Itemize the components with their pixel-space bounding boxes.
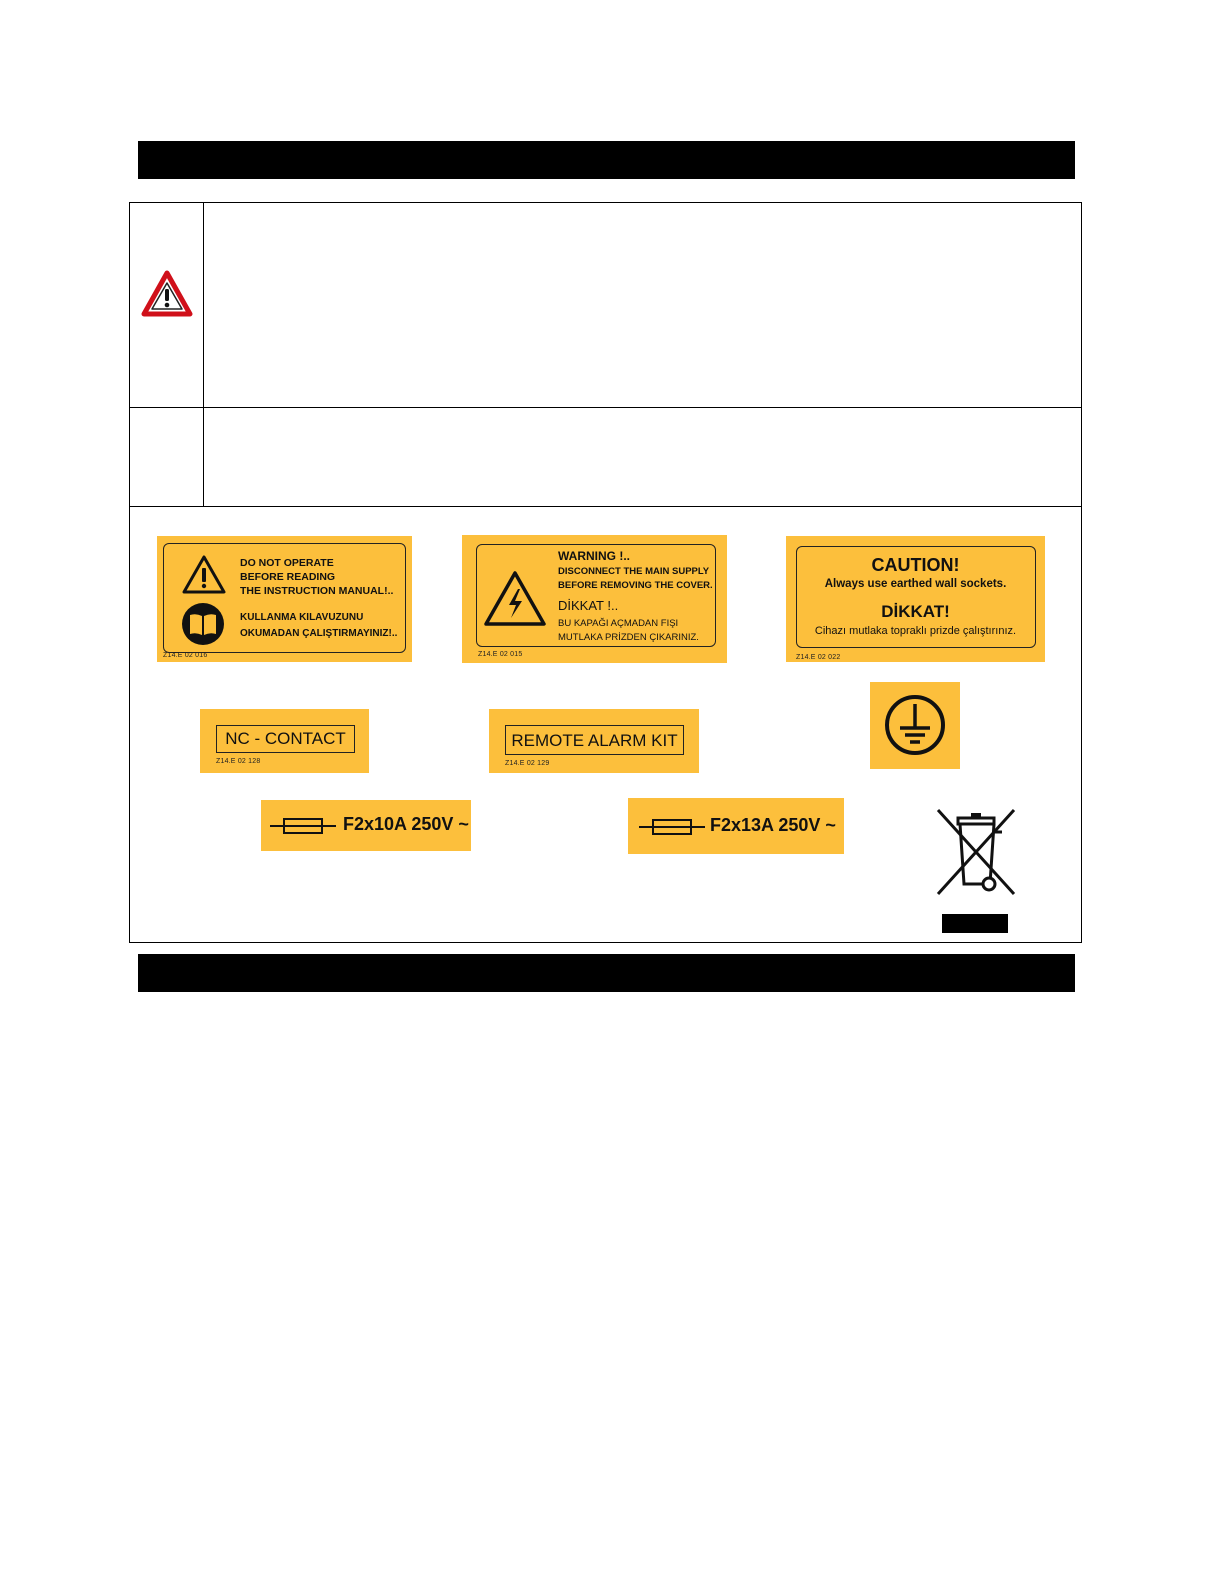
label-fuse-13a: [628, 798, 844, 854]
fuse-icon: [270, 817, 336, 835]
label-remote-alarm-kit: [489, 709, 699, 773]
fuse-icon: [639, 818, 705, 836]
label-title: DİKKAT!: [881, 602, 950, 621]
label-text: REMOTE ALARM KIT: [505, 725, 684, 755]
label-text: BU KAPAĞI AÇMADAN FIŞI: [558, 618, 679, 629]
label-text: MUTLAKA PRİZDEN ÇIKARINIZ.: [558, 632, 699, 643]
book-manual-icon: [181, 602, 225, 646]
label-code: Z14.E 02 129: [505, 760, 550, 767]
label-text: DO NOT OPERATE: [240, 557, 334, 569]
label-protective-earth: [870, 682, 960, 769]
label-text: F2x10A 250V ~: [343, 814, 469, 834]
label-text: DISCONNECT THE MAIN SUPPLY: [558, 566, 710, 577]
label-text: NC - CONTACT: [216, 725, 355, 753]
weee-marking-bar: [942, 914, 1008, 933]
crossed-out-wheelie-bin-icon: [934, 806, 1018, 898]
label-caution-earthed: [786, 536, 1045, 662]
label-nc-contact: [200, 709, 369, 773]
label-text: Always use earthed wall sockets.: [824, 578, 1007, 590]
label-warning-main-supply: [462, 535, 727, 663]
warning-triangle-icon: [181, 554, 227, 596]
label-text: BEFORE READING: [240, 571, 336, 583]
high-voltage-icon: [482, 569, 548, 629]
label-code: Z14.E 02 015: [478, 651, 523, 658]
label-text: Cihazı mutlaka topraklı prizde çalıştırınız.: [814, 625, 1017, 637]
safety-row-empty: [129, 407, 1082, 507]
section-header-bar: [138, 954, 1075, 992]
label-code: Z14.E 02 016: [163, 652, 208, 659]
label-code: Z14.E 02 128: [216, 758, 261, 765]
safety-row-warning: [129, 202, 1082, 408]
label-title: CAUTION!: [871, 555, 960, 575]
label-title: DİKKAT !..: [558, 598, 619, 613]
label-code: Z14.E 02 022: [796, 654, 841, 661]
column-divider: [203, 202, 204, 408]
label-text: F2x13A 250V ~: [710, 815, 836, 835]
label-text: THE INSTRUCTION MANUAL!..: [240, 585, 394, 597]
label-text: KULLANMA KILAVUZUNU: [240, 612, 364, 623]
label-fuse-10a: [261, 800, 471, 851]
label-text: BEFORE REMOVING THE COVER.: [558, 580, 713, 591]
protective-earth-icon: [883, 693, 947, 757]
label-title: WARNING !..: [558, 549, 630, 563]
label-text: OKUMADAN ÇALIŞTIRMAYINIZ!..: [240, 628, 398, 639]
label-read-manual: [157, 536, 412, 662]
section-header-bar: [138, 141, 1075, 179]
column-divider: [203, 407, 204, 507]
warning-triangle-icon: [141, 270, 193, 318]
